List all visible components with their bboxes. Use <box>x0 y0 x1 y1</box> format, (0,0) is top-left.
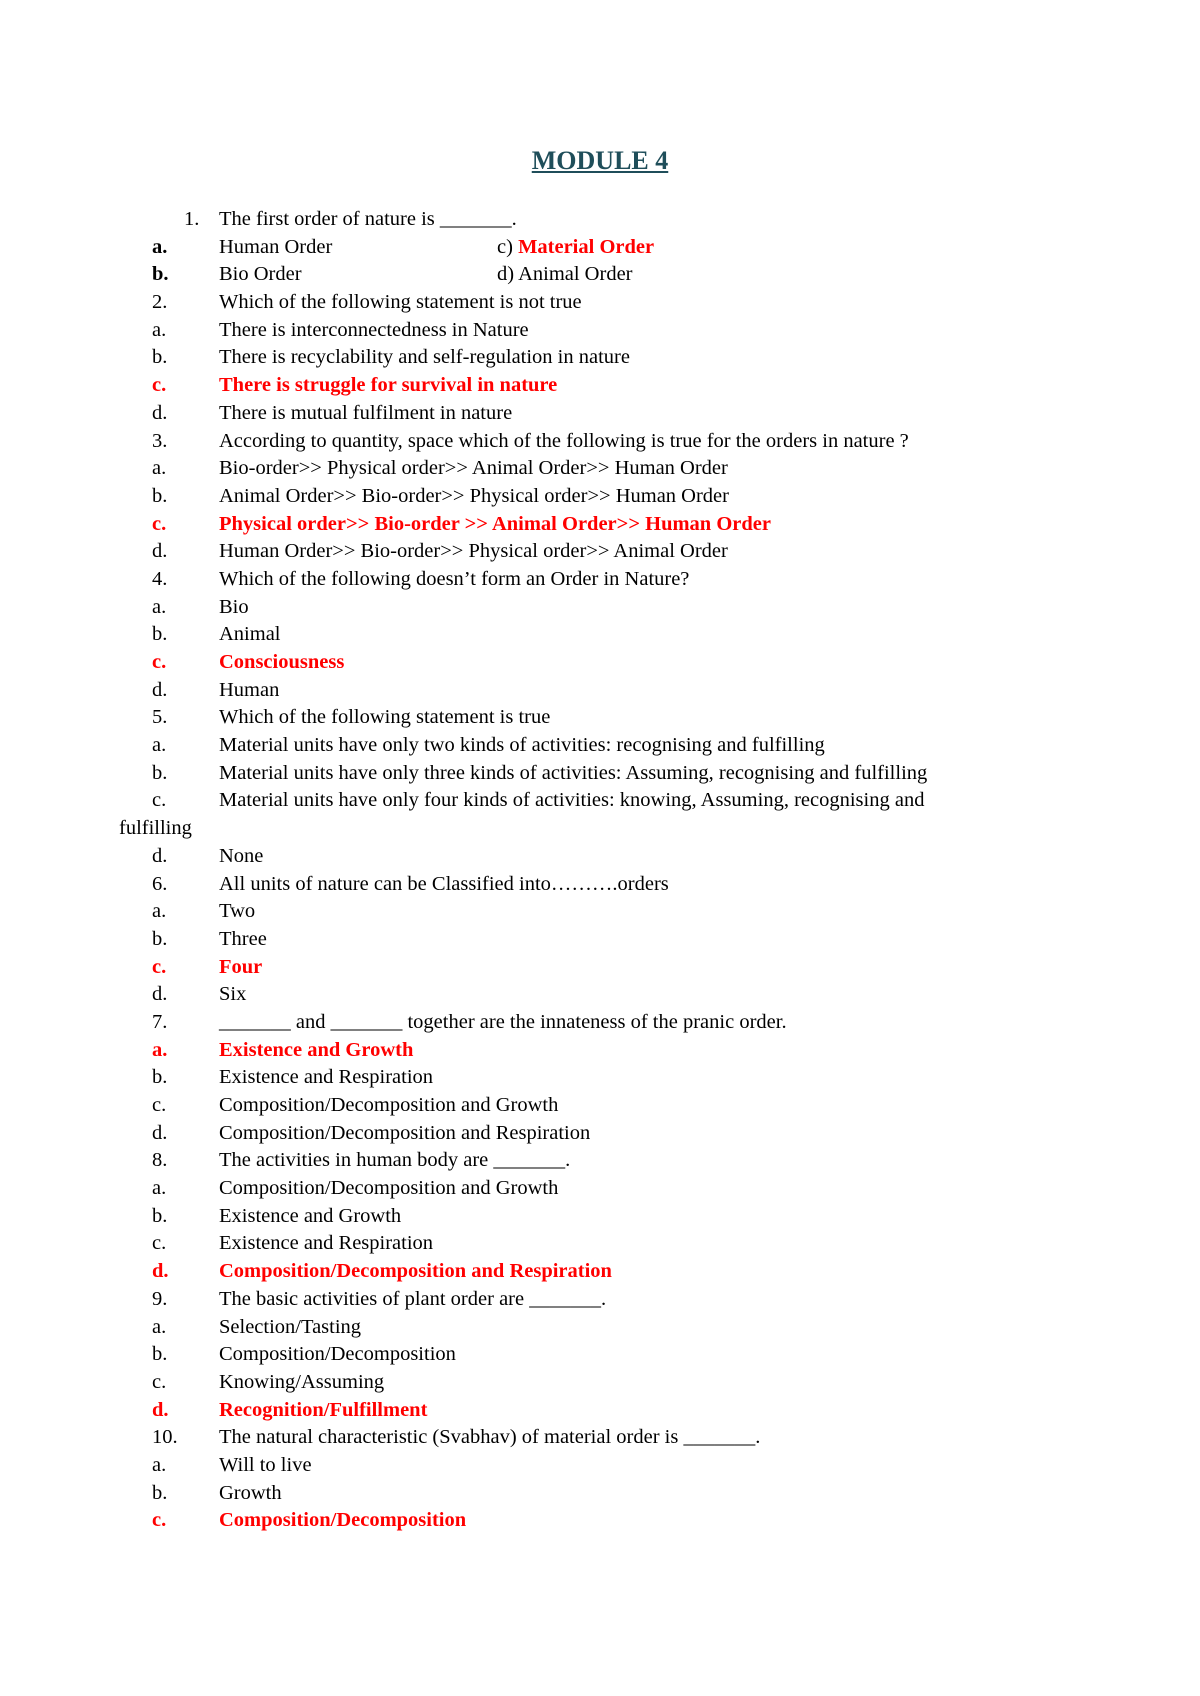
option-label: b. <box>152 346 168 369</box>
question-text: Which of the following doesn’t form an Order in Nature? <box>219 567 690 590</box>
question-7 <box>152 1009 1072 1037</box>
option-text: Material units have only three kinds of activities: Assuming, recognising and fulfilling <box>219 761 928 784</box>
correct-answer: Consciousness <box>219 651 345 673</box>
correct-answer: Composition/Decomposition and Respiration <box>219 1260 612 1283</box>
correct-answer: Recognition/Fulfillment <box>219 1398 428 1421</box>
option-inline <box>497 234 654 262</box>
option-text: Human Order <box>219 235 333 258</box>
option-row <box>152 344 1072 372</box>
option-label: c. <box>152 1232 167 1255</box>
option-row <box>152 843 1072 871</box>
option-text: Material units have only two kinds of activities: recognising and fulfilling <box>219 734 825 757</box>
correct-answer: Material Order <box>518 235 655 258</box>
option-row <box>152 1120 1072 1148</box>
question-number: 6. <box>152 872 168 895</box>
option-text: Composition/Decomposition <box>219 1343 456 1366</box>
option-row <box>152 1369 1072 1397</box>
option-text: Composition/Decomposition and Respiration <box>219 1121 591 1144</box>
option-text: Composition/Decomposition and Growth <box>219 1094 559 1116</box>
correct-answer: Composition/Decomposition <box>219 1509 467 1532</box>
correct-option-row <box>152 511 1072 539</box>
option-text: None <box>219 844 264 867</box>
option-row <box>152 787 1072 815</box>
option-row <box>152 1314 1072 1342</box>
question-number: 2. <box>152 291 168 314</box>
option-label: b. <box>152 927 168 950</box>
option-label: c. <box>152 1509 167 1532</box>
option-text: Will to live <box>219 1453 312 1476</box>
option-label: a. <box>152 457 167 480</box>
question-text: _______ and _______ together are the innateness of the pranic order. <box>219 1010 787 1033</box>
option-label: d. <box>152 678 168 701</box>
option-text: Animal Order>> Bio-order>> Physical order>> Human Order <box>219 484 729 507</box>
option-label: b. <box>152 1066 168 1089</box>
option-text: Existence and Growth <box>219 1204 402 1227</box>
option-label: d. <box>152 1121 168 1144</box>
option-label: b. <box>152 623 168 646</box>
option-label: b. <box>152 761 168 784</box>
question-2 <box>152 289 1072 317</box>
option-label: c. <box>152 789 167 812</box>
option-row <box>152 538 1072 566</box>
question-number: 8. <box>152 1149 168 1172</box>
option-text: There is interconnectedness in Nature <box>219 318 529 341</box>
question-text: The activities in human body are _______. <box>219 1149 571 1172</box>
option-row <box>152 1203 1072 1231</box>
correct-option-row <box>152 649 1072 677</box>
option-row <box>152 926 1072 954</box>
question-5 <box>152 704 1072 732</box>
correct-option-row <box>152 1258 1072 1286</box>
question-number: 1. <box>184 208 200 230</box>
correct-answer: There is struggle for survival in nature <box>219 374 558 397</box>
option-label: c. <box>152 1094 167 1116</box>
option-row <box>152 1175 1072 1203</box>
question-text: The basic activities of plant order are _______. <box>219 1287 607 1310</box>
option-label: a. <box>152 235 168 258</box>
option-text-continued: fulfilling <box>119 817 192 840</box>
option-text: Human Order>> Bio-order>> Physical order>> Animal Order <box>219 540 728 563</box>
question-number: 10. <box>152 1426 178 1449</box>
question-text: Which of the following statement is not true <box>219 291 582 314</box>
option-continuation <box>119 815 1072 843</box>
option-label: a. <box>152 1315 167 1338</box>
option-label: c. <box>152 512 167 535</box>
option-text: Knowing/Assuming <box>219 1370 385 1393</box>
option-row <box>152 317 1072 345</box>
question-number: 5. <box>152 706 168 729</box>
option-label: a. <box>152 318 167 341</box>
option-row <box>152 1452 1072 1480</box>
question-9 <box>152 1286 1072 1314</box>
correct-option-row <box>152 372 1072 400</box>
option-label: a. <box>152 1453 167 1476</box>
option-row <box>152 732 1072 760</box>
question-text: Which of the following statement is true <box>219 706 551 729</box>
option-text: Existence and Respiration <box>219 1232 434 1255</box>
question-number: 3. <box>152 429 168 452</box>
option-text: Two <box>219 900 256 923</box>
option-label: d. <box>152 983 168 1006</box>
option-label: d. <box>152 1398 169 1421</box>
option-label: c. <box>152 1370 167 1393</box>
option-label: d. <box>152 540 168 563</box>
correct-option-row <box>152 1507 1072 1535</box>
option-text: Animal <box>219 623 281 646</box>
option-label: c. <box>152 651 167 673</box>
option-label: b. <box>152 1481 168 1504</box>
option-row <box>152 981 1072 1009</box>
option-label: d. <box>152 844 168 867</box>
option-text: There is mutual fulfilment in nature <box>219 401 513 424</box>
correct-answer: Existence and Growth <box>219 1038 414 1061</box>
option-text: Selection/Tasting <box>219 1315 362 1338</box>
option-row <box>152 261 1072 289</box>
option-row <box>152 898 1072 926</box>
option-row <box>152 1341 1072 1369</box>
option-row <box>152 594 1072 622</box>
question-text: The first order of nature is _______. <box>219 208 517 230</box>
correct-option-row <box>152 1037 1072 1065</box>
option-label: d. <box>152 1260 169 1283</box>
option-label: a. <box>152 1177 167 1200</box>
option-text: There is recyclability and self-regulation in nature <box>219 346 630 369</box>
option-row <box>152 1092 1072 1120</box>
option-row <box>152 1480 1072 1508</box>
question-3 <box>152 428 1072 456</box>
option-row <box>152 1064 1072 1092</box>
option-row <box>152 455 1072 483</box>
page-title: MODULE 4 <box>531 146 669 175</box>
option-text: Existence and Respiration <box>219 1066 434 1089</box>
correct-answer: Four <box>219 955 263 978</box>
correct-answer: Physical order>> Bio-order >> Animal Order>> Human Order <box>219 512 771 535</box>
option-label: b. <box>152 263 169 286</box>
option-text: Six <box>219 983 247 1006</box>
option-row <box>152 621 1072 649</box>
option-row <box>152 677 1072 705</box>
option-row <box>152 400 1072 428</box>
question-text: According to quantity, space which of the following is true for the orders in nature ? <box>219 429 909 452</box>
option-text: Human <box>219 678 280 701</box>
option-label: a. <box>152 734 167 757</box>
option-text: Bio Order <box>219 263 302 286</box>
option-label: a. <box>152 1038 168 1061</box>
option-label: c) <box>497 235 519 258</box>
question-4 <box>152 566 1072 594</box>
option-label: a. <box>152 900 167 923</box>
option-label: b. <box>152 1204 168 1227</box>
question-list <box>119 206 1072 1535</box>
question-6 <box>152 871 1072 899</box>
question-number: 4. <box>152 567 168 590</box>
option-label: c. <box>152 374 167 397</box>
question-text: All units of nature can be Classified into……….orders <box>219 872 669 895</box>
option-text: Composition/Decomposition and Growth <box>219 1177 559 1200</box>
option-label: c. <box>152 955 167 978</box>
option-label: b. <box>152 1343 168 1366</box>
question-number: 7. <box>152 1010 168 1033</box>
option-inline: d) Animal Order <box>497 263 633 286</box>
option-text: Material units have only four kinds of activities: knowing, Assuming, recognising and <box>219 789 925 812</box>
question-10 <box>152 1424 1072 1452</box>
correct-option-row <box>152 1397 1072 1425</box>
option-row <box>152 1230 1072 1258</box>
option-text: Growth <box>219 1481 282 1504</box>
option-text: Bio <box>219 595 249 618</box>
correct-option-row <box>152 954 1072 982</box>
option-text: Three <box>219 927 267 950</box>
option-row <box>152 760 1072 788</box>
option-text: Bio-order>> Physical order>> Animal Order>> Human Order <box>219 457 728 480</box>
option-row <box>152 234 1072 262</box>
option-label: d. <box>152 401 168 424</box>
question-1 <box>152 206 1072 234</box>
option-label: a. <box>152 595 167 618</box>
question-text: The natural characteristic (Svabhav) of material order is _______. <box>219 1426 761 1449</box>
question-8 <box>152 1147 1072 1175</box>
option-row <box>152 483 1072 511</box>
option-label: b. <box>152 484 168 507</box>
question-number: 9. <box>152 1287 168 1310</box>
